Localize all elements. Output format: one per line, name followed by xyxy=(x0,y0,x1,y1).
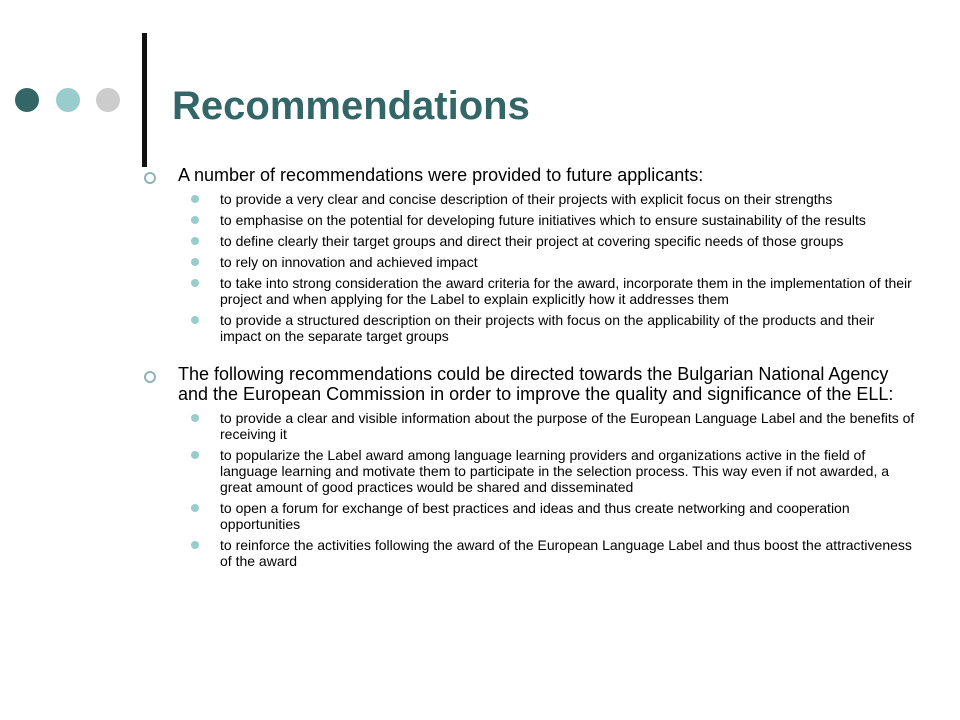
list-item xyxy=(178,312,919,344)
dot-bullet-icon xyxy=(191,258,199,266)
list-item-text: to popularize the Label award among language learning providers and organizations active in the field of language learning and motivate them to participate in the selection process. This way even if not awarded, a great amount of good practices would be shared and disseminated xyxy=(220,447,890,495)
list-item xyxy=(178,537,919,569)
list-item-text: to provide a very clear and concise description of their projects with explicit focus on their strengths xyxy=(220,191,833,207)
section-heading: A number of recommendations were provided to future applicants: xyxy=(178,165,704,185)
dot-bullet-icon xyxy=(191,414,199,422)
dot-dark-icon xyxy=(15,88,39,112)
list-item-text: to provide a clear and visible information about the purpose of the European Language Label and the benefits of receiving it xyxy=(220,410,915,442)
list-item xyxy=(178,212,919,228)
list-item-text: to define clearly their target groups and direct their project at covering specific needs of those groups xyxy=(220,233,844,249)
section-agency xyxy=(144,364,919,569)
section-applicants xyxy=(144,165,919,344)
section-heading: The following recommendations could be directed towards the Bulgarian National Agency and the European Commission in order to improve the quality and significance of the ELL: xyxy=(178,364,894,404)
dot-gray-icon xyxy=(96,88,120,112)
list-item xyxy=(178,447,919,495)
ring-bullet-icon xyxy=(144,172,156,184)
dot-bullet-icon xyxy=(191,279,199,287)
list-item-text: to rely on innovation and achieved impact xyxy=(220,254,478,270)
dot-bullet-icon xyxy=(191,541,199,549)
list-item xyxy=(178,191,919,207)
dot-teal-icon xyxy=(56,88,80,112)
list-item-text: to emphasise on the potential for developing future initiatives which to ensure sustainability of the results xyxy=(220,212,866,228)
dot-bullet-icon xyxy=(191,237,199,245)
list-item xyxy=(178,275,919,307)
list-item xyxy=(178,254,919,270)
recommendation-list xyxy=(178,410,919,569)
recommendation-list xyxy=(178,191,919,344)
dot-bullet-icon xyxy=(191,195,199,203)
ring-bullet-icon xyxy=(144,371,156,383)
list-item-text: to provide a structured description on their projects with focus on the applicability of the products and their impact on the separate target groups xyxy=(220,312,875,344)
slide-title: Recommendations xyxy=(172,84,530,128)
list-item xyxy=(178,233,919,249)
dot-bullet-icon xyxy=(191,504,199,512)
slide-body xyxy=(144,165,919,574)
list-item xyxy=(178,410,919,442)
list-item-text: to reinforce the activities following the award of the European Language Label and thus boost the attractiveness of the award xyxy=(220,537,912,569)
list-item-text: to open a forum for exchange of best practices and ideas and thus create networking and cooperation opportunities xyxy=(220,500,850,532)
dot-bullet-icon xyxy=(191,316,199,324)
title-divider xyxy=(142,33,147,167)
dot-bullet-icon xyxy=(191,216,199,224)
dot-bullet-icon xyxy=(191,451,199,459)
list-item xyxy=(178,500,919,532)
list-item-text: to take into strong consideration the award criteria for the award, incorporate them in the implementation of their project and when applying for the Label to explain explicitly how it addresses them xyxy=(220,275,912,307)
